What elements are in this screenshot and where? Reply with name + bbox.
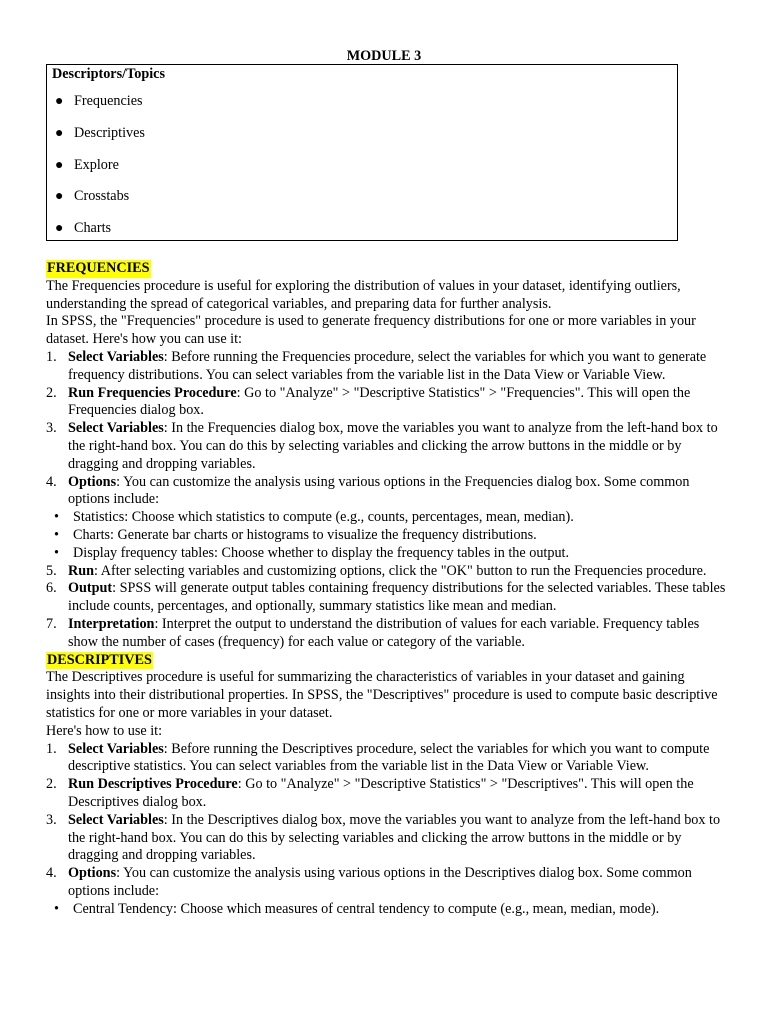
step-term: Interpretation [68, 615, 155, 632]
step-item [46, 616, 726, 652]
step-item [46, 385, 726, 421]
frequencies-section [46, 260, 726, 652]
topic-item [47, 125, 145, 157]
step-number: 3. [46, 811, 57, 828]
bullet-icon: • [54, 544, 59, 561]
step-number: 2. [46, 384, 57, 401]
step-text: : In the Descriptives dialog box, move the variables you want to analyze from the left-hand box to the right-hand box. You can do this by selecting variables and clicking the arrow buttons in the middle or by dragging and dropping variables. [68, 811, 721, 864]
step-item [46, 420, 726, 473]
descriptives-intro: The Descriptives procedure is useful for summarizing the characteristics of variables in your dataset and gaining insights into their distributional properties. In SPSS, the "Descriptives" procedure is used to compute basic descriptive statistics for one or more variables in your dataset. [46, 669, 718, 721]
step-term: Select Variables [68, 348, 164, 365]
step-term: Run [68, 562, 95, 579]
step-number: 1. [46, 740, 57, 757]
bullet-icon: • [54, 900, 59, 917]
step-term: Select Variables [68, 420, 164, 437]
option-text: Statistics: Choose which statistics to compute (e.g., counts, percentages, mean, median). [73, 509, 574, 526]
option-item [46, 509, 726, 527]
option-item [46, 545, 726, 563]
bullet-icon: • [54, 509, 59, 526]
option-text: Charts: Generate bar charts or histograms to visualize the frequency distributions. [73, 526, 537, 543]
topics-list [47, 93, 145, 252]
step-term: Run Descriptives Procedure [68, 776, 238, 793]
options-list [46, 509, 726, 562]
topics-heading: Descriptors/Topics [52, 66, 165, 82]
bullet-icon: ● [55, 221, 64, 237]
option-text: Display frequency tables: Choose whether to display the frequency tables in the output. [73, 544, 570, 561]
step-item [46, 865, 726, 918]
option-text: Central Tendency: Choose which measures of central tendency to compute (e.g., mean, median, mode). [73, 900, 660, 917]
step-item [46, 776, 726, 812]
step-term: Select Variables [68, 811, 164, 828]
topic-label: Descriptives [74, 124, 145, 141]
step-number: 7. [46, 615, 57, 632]
option-item [46, 527, 726, 545]
step-number: 1. [46, 348, 57, 365]
bullet-icon: ● [55, 94, 64, 109]
bullet-icon: ● [55, 125, 64, 141]
options-list [46, 901, 726, 919]
step-item [46, 349, 726, 385]
module-title: MODULE 3 [346, 48, 422, 64]
step-number: 4. [46, 473, 57, 490]
step-term: Options [68, 865, 117, 882]
step-text: : After selecting variables and customizing options, click the "OK" button to run the Frequencies procedure. [94, 562, 707, 579]
step-term: Output [68, 580, 113, 597]
descriptives-steps [46, 741, 726, 919]
step-item [46, 563, 726, 581]
step-text: : Go to "Analyze" > "Descriptive Statistics" > "Descriptives". This will open the Descriptives dialog box. [68, 776, 694, 810]
step-text: : You can customize the analysis using various options in the Frequencies dialog box. Some common options include: [68, 473, 690, 508]
descriptives-intro: Here's how to use it: [46, 722, 163, 739]
bullet-icon: ● [55, 157, 64, 173]
topic-label: Frequencies [74, 93, 143, 109]
step-term: Select Variables [68, 740, 164, 757]
step-number: 5. [46, 562, 57, 579]
frequencies-intro: The Frequencies procedure is useful for exploring the distribution of values in your dataset, identifying outliers, understanding the spread of categorical variables, and preparing data for further analysis. [46, 277, 681, 312]
step-text: : Interpret the output to understand the distribution of values for each variable. Frequency tables show the number of cases (frequency) for each value or category of the variable. [68, 615, 700, 650]
option-item [46, 901, 726, 919]
step-text: : Before running the Frequencies procedure, select the variables for which you want to generate frequency distributions. You can select variables from the variable list in the Data View or Variable View. [68, 348, 707, 383]
step-number: 6. [46, 580, 57, 597]
topic-label: Crosstabs [74, 188, 130, 205]
step-text: : Before running the Descriptives procedure, select the variables for which you want to compute descriptive statistics. You can select variables from the variable list in the Data View or Variable View. [68, 740, 710, 775]
step-text: : SPSS will generate output tables containing frequency distributions for the selected variables. These tables include counts, percentages, and optionally, summary statistics like mean and median. [68, 580, 726, 615]
step-term: Options [68, 473, 117, 490]
step-item [46, 741, 726, 777]
main-content [46, 260, 726, 918]
step-item [46, 580, 726, 616]
step-item [46, 474, 726, 563]
topic-label: Explore [74, 156, 119, 173]
step-text: : You can customize the analysis using various options in the Descriptives dialog box. Some common options include: [68, 865, 692, 899]
topic-item [47, 93, 145, 125]
step-text: : In the Frequencies dialog box, move the variables you want to analyze from the left-hand box to the right-hand box. You can do this by selecting variables and clicking the arrow buttons in the middle or by dragging and dropping variables. [68, 420, 718, 472]
descriptives-heading: DESCRIPTIVES [47, 651, 152, 668]
step-text: : Go to "Analyze" > "Descriptive Statistics" > "Frequencies". This will open the Frequencies dialog box. [68, 384, 691, 419]
step-number: 4. [46, 865, 57, 882]
step-number: 2. [46, 776, 57, 793]
topic-label: Charts [74, 220, 112, 237]
descriptives-section [46, 652, 726, 919]
topics-box [46, 64, 678, 241]
topic-item [47, 188, 145, 220]
frequencies-heading: FREQUENCIES [47, 260, 150, 276]
step-term: Run Frequencies Procedure [68, 384, 237, 401]
bullet-icon: • [54, 526, 59, 543]
step-number: 3. [46, 420, 57, 437]
bullet-icon: ● [55, 189, 64, 205]
step-item [46, 812, 726, 865]
topic-item [47, 157, 145, 189]
frequencies-steps [46, 349, 726, 652]
frequencies-intro: In SPSS, the "Frequencies" procedure is used to generate frequency distributions for one or more variables in your dataset. Here's how you can use it: [46, 313, 696, 348]
topic-item [47, 220, 145, 252]
